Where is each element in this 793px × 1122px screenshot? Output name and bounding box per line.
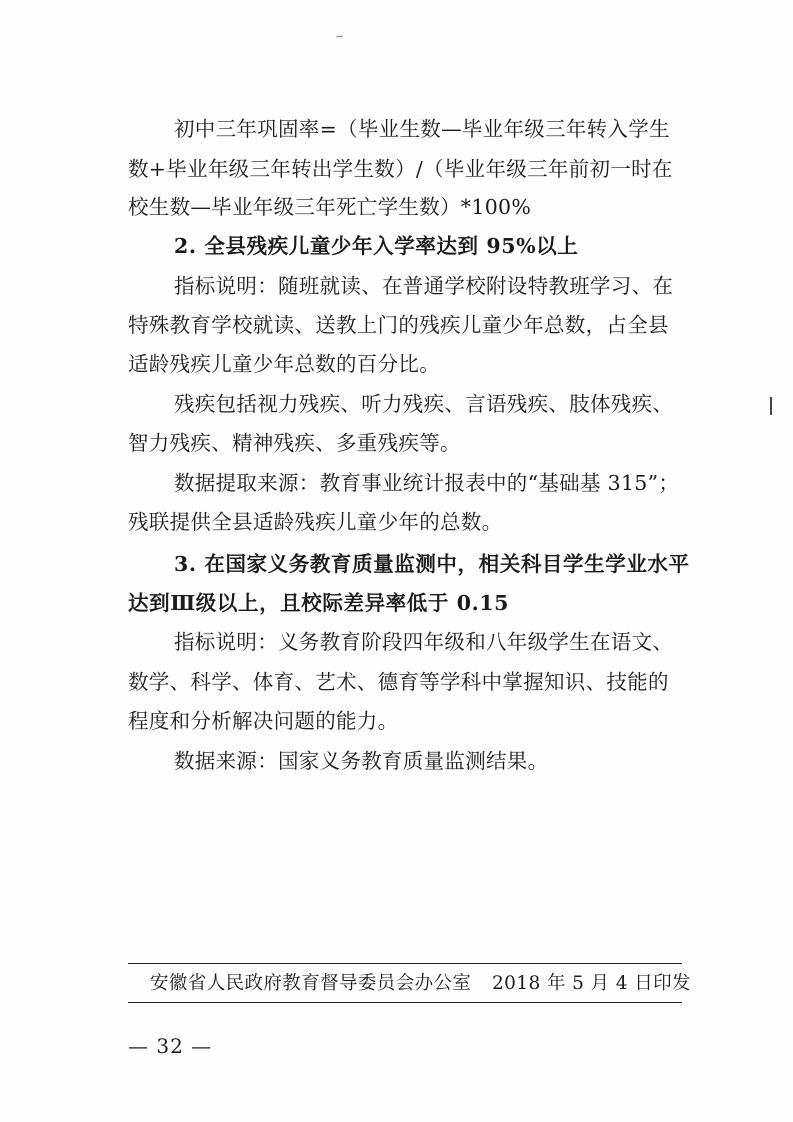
footer-bottom-rule xyxy=(128,1002,682,1003)
item-2-heading: 2. 全县残疾儿童少年入学率达到 95%以上 xyxy=(174,234,579,258)
item-3-source: 数据来源：国家义务教育质量监测结果。 xyxy=(174,749,549,773)
item-2-explanation-line-2: 特殊教育学校就读、送教上门的残疾儿童少年总数，占全县 xyxy=(128,313,669,337)
item-3-explanation-line-3: 程度和分析解决问题的能力。 xyxy=(128,709,399,733)
item-2-explanation-line-3: 适龄残疾儿童少年总数的百分比。 xyxy=(128,352,440,376)
item-2-explanation-line-1: 指标说明：随班就读、在普通学校附设特教班学习、在 xyxy=(174,274,674,298)
formula-line-3: 校生数—毕业年级三年死亡学生数）*100% xyxy=(128,195,532,219)
formula-line-1: 初中三年巩固率=（毕业生数—毕业年级三年转入学生 xyxy=(174,117,670,141)
item-3-heading-line-2: 达到Ⅲ级以上，且校际差异率低于 0.15 xyxy=(128,591,510,615)
footer-print-date: 2018 年 5 月 4 日印发 xyxy=(492,973,691,994)
item-3-heading-line-1: 3. 在国家义务教育质量监测中，相关科目学生学业水平 xyxy=(174,552,690,576)
scan-speck: ~ xyxy=(334,29,346,44)
footer-issuer: 安徽省人民政府教育督导委员会办公室 xyxy=(150,973,472,994)
formula-line-2: 数+毕业年级三年转出学生数）/（毕业年级三年前初一时在 xyxy=(128,157,673,181)
page-number: — 32 — xyxy=(128,1034,213,1058)
item-3-explanation-line-1: 指标说明：义务教育阶段四年级和八年级学生在语文、 xyxy=(174,630,674,654)
item-2-categories-line-1: 残疾包括视力残疾、听力残疾、言语残疾、肢体残疾、 xyxy=(174,392,674,416)
item-2-source-line-2: 残联提供全县适龄残疾儿童少年的总数。 xyxy=(128,510,503,534)
footer-top-rule xyxy=(128,963,682,964)
item-2-categories-line-2: 智力残疾、精神残疾、多重残疾等。 xyxy=(128,431,461,455)
item-2-source-line-1: 数据提取来源：教育事业统计报表中的“基础基 315”； xyxy=(174,471,680,495)
scan-edge-mark xyxy=(770,397,772,415)
item-3-explanation-line-2: 数学、科学、体育、艺术、德育等学科中掌握知识、技能的 xyxy=(128,670,669,694)
